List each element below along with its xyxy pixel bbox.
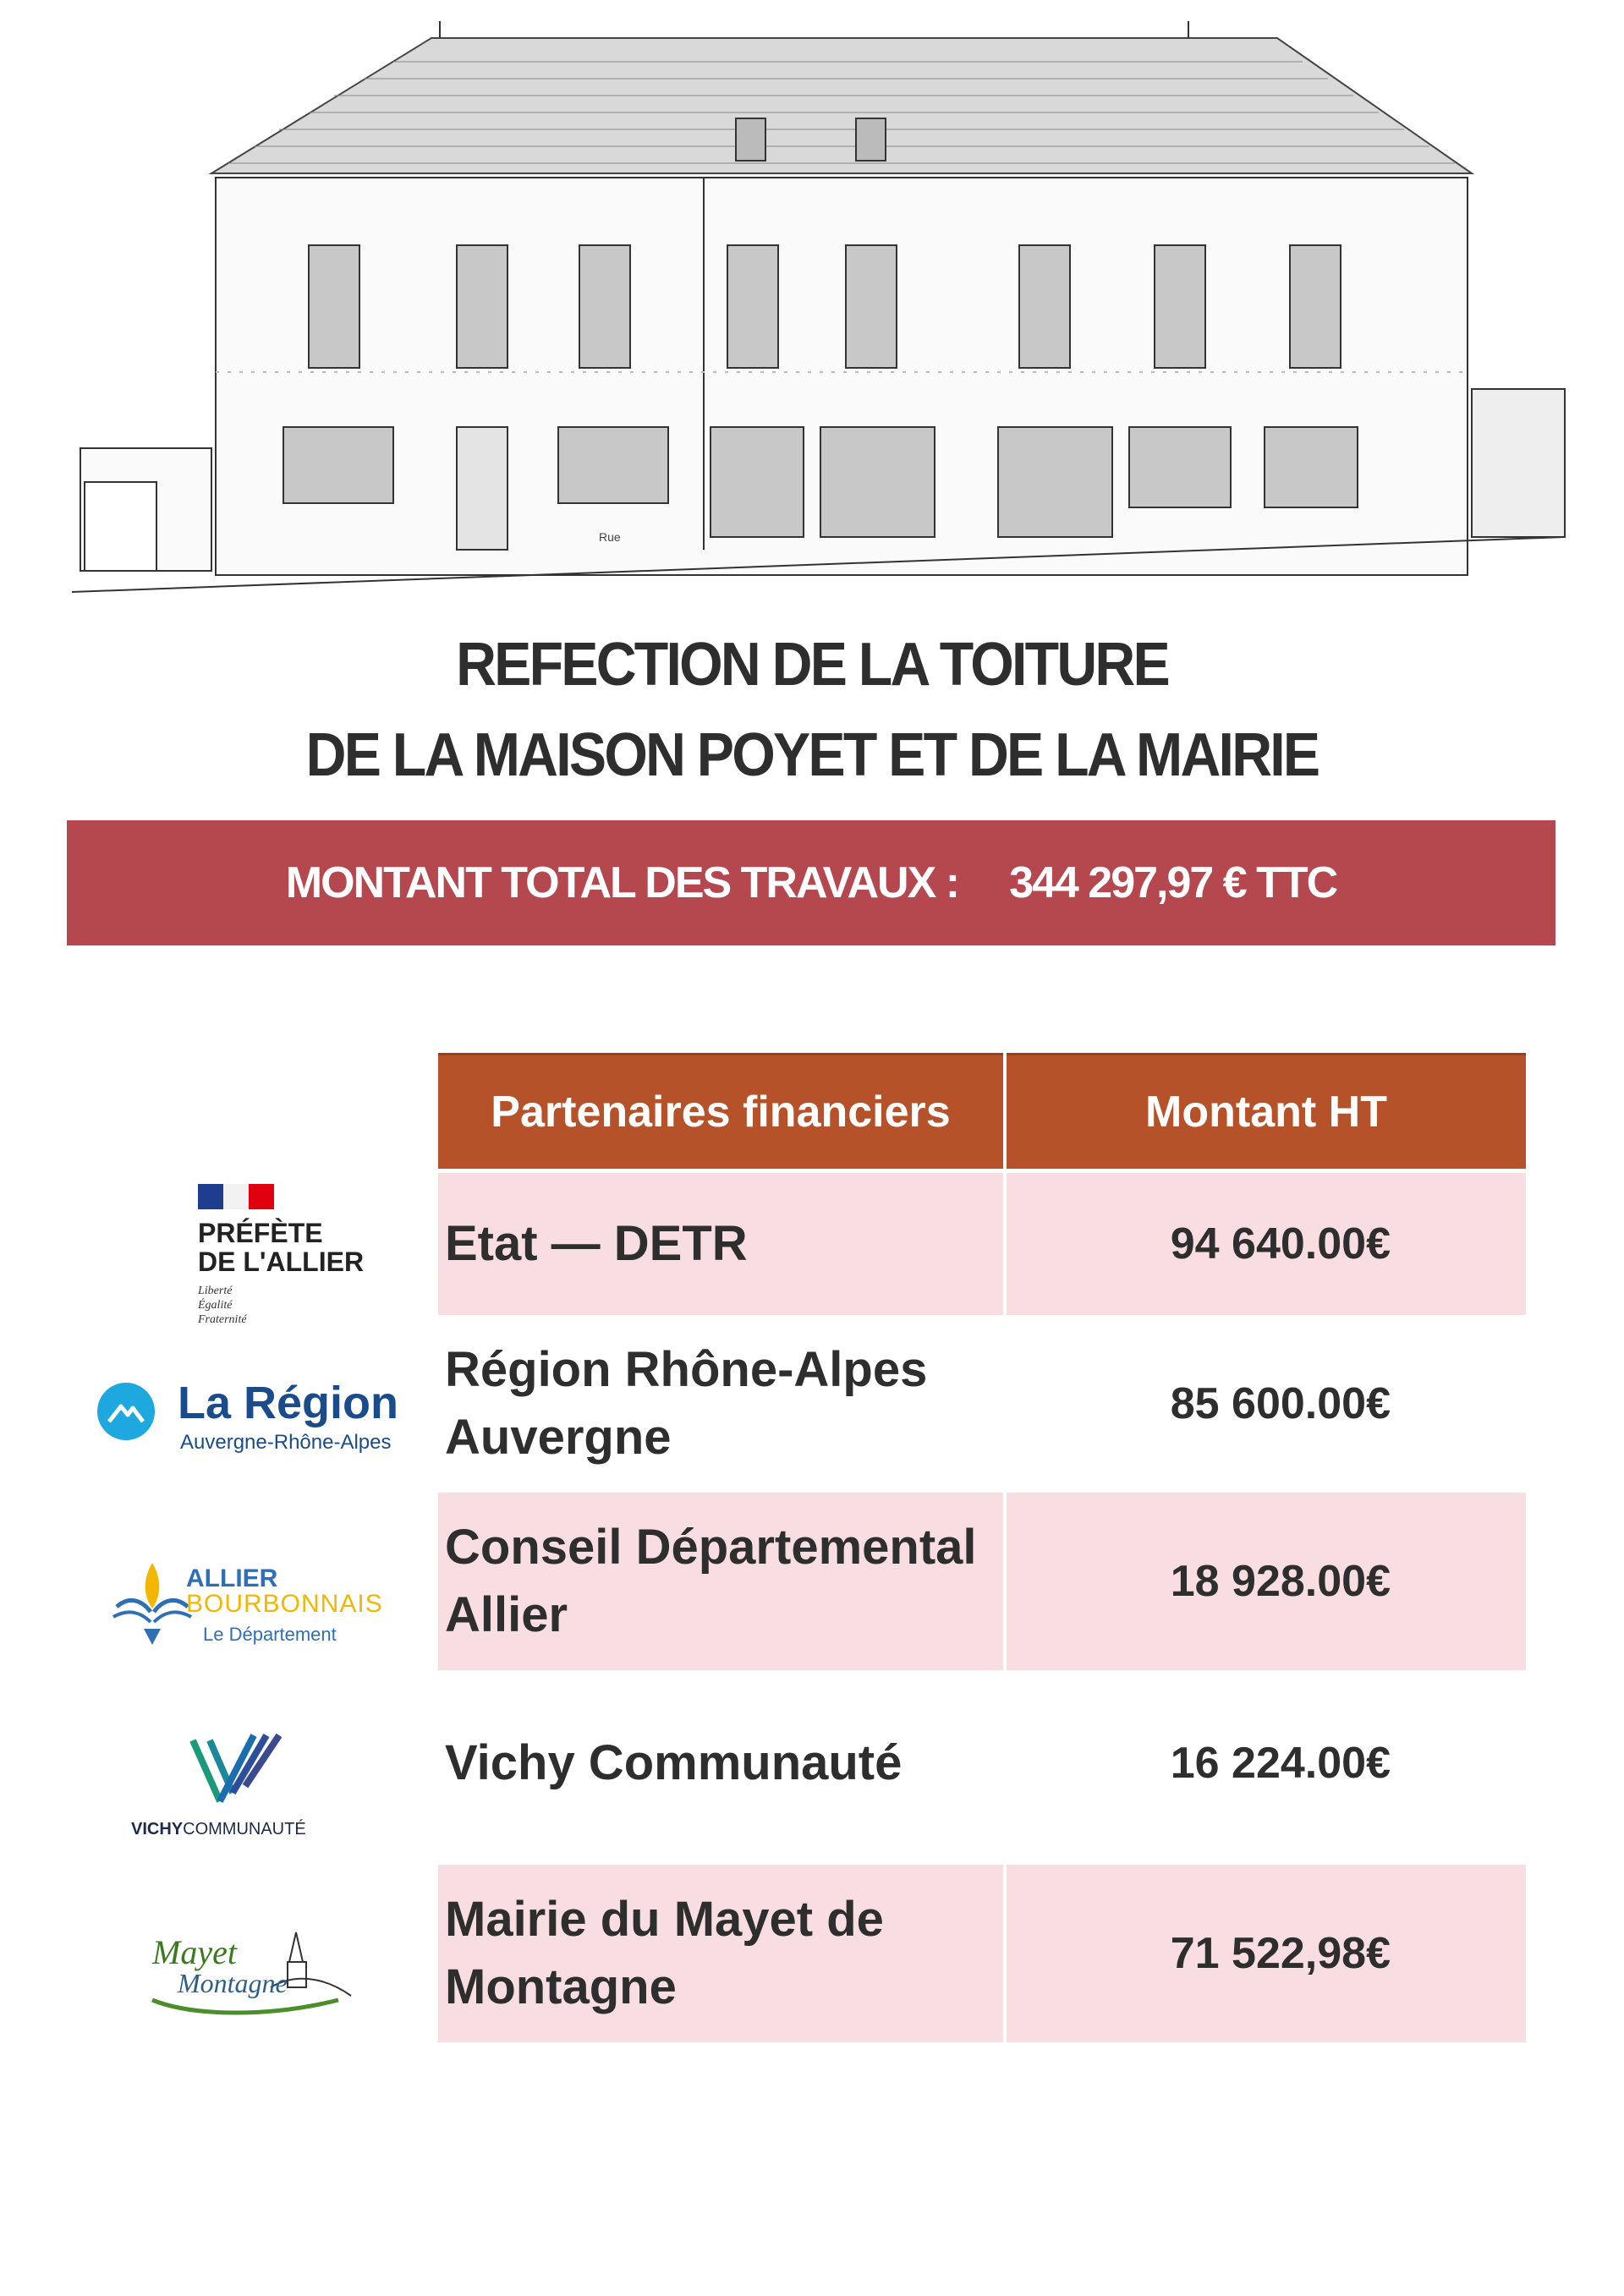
vichy-logo <box>127 1725 364 1844</box>
header-partners: Partenaires financiers <box>438 1053 1003 1169</box>
street-label: Rue <box>599 530 621 544</box>
region-mountain-icon <box>97 1383 155 1440</box>
partner-name: Vichy Communauté <box>445 1735 903 1790</box>
table-row <box>438 1670 1526 1856</box>
flag-icon <box>198 1184 274 1209</box>
vichy-name-bold: VICHY <box>131 1820 184 1838</box>
title-line-2: DE LA MAISON POYET ET DE LA MAIRIE <box>305 721 1319 789</box>
funding-table <box>438 1053 1526 2014</box>
partner-amount: 18 928.00€ <box>1007 1493 1526 1670</box>
allier-logo <box>110 1556 423 1658</box>
header-amount: Montant HT <box>1007 1053 1526 1169</box>
allier-line1: ALLIER <box>186 1564 278 1592</box>
partner-name: Etat — DETR <box>438 1173 1003 1315</box>
table-row <box>438 1493 1526 1670</box>
motto-liberte: Liberté <box>198 1285 233 1297</box>
mayet-logo <box>144 1915 364 2025</box>
partner-name: Région Rhône-Alpes Auvergne <box>445 1342 928 1465</box>
region-logo <box>93 1370 423 1463</box>
partner-name: Conseil Départemental Allier <box>438 1493 1003 1670</box>
partner-amount: 94 640.00€ <box>1007 1173 1526 1315</box>
allier-sub: Le Département <box>203 1624 337 1645</box>
table-row <box>438 1173 1526 1315</box>
mayet-line2: Montagne <box>178 1968 288 1998</box>
prefecture-logo <box>195 1184 381 1336</box>
vichy-v-icon <box>186 1725 296 1810</box>
motto-egalite: Égalité <box>198 1299 233 1312</box>
partner-name: Mairie du Mayet de Montagne <box>438 1865 1003 2042</box>
prefecture-line1: PRÉFÈTE <box>198 1218 323 1248</box>
motto-fraternite: Fraternité <box>198 1313 247 1326</box>
partner-amount: 85 600.00€ <box>1170 1379 1391 1428</box>
total-amount-banner <box>67 820 1555 945</box>
table-row <box>438 1315 1526 1493</box>
table-header <box>438 1053 1526 1169</box>
building-elevation-drawing <box>59 8 1573 600</box>
region-sub: Auvergne-Rhône-Alpes <box>180 1431 392 1454</box>
total-label: MONTANT TOTAL DES TRAVAUX : <box>285 858 959 907</box>
table-row <box>438 1865 1526 2042</box>
allier-line2: BOURBONNAIS <box>186 1590 383 1618</box>
mayet-line1: Mayet <box>152 1933 237 1971</box>
partner-amount: 71 522,98€ <box>1007 1865 1526 2042</box>
title-line-1: REFECTION DE LA TOITURE <box>456 631 1168 699</box>
partner-amount: 16 224.00€ <box>1170 1739 1391 1788</box>
prefecture-line2: DE L'ALLIER <box>198 1247 365 1277</box>
vichy-name-rest: COMMUNAUTÉ <box>183 1820 306 1838</box>
fleur-de-lis-icon <box>110 1556 195 1649</box>
region-name: La Région <box>178 1378 399 1428</box>
total-amount: 344 297,97 € TTC <box>1009 858 1337 907</box>
